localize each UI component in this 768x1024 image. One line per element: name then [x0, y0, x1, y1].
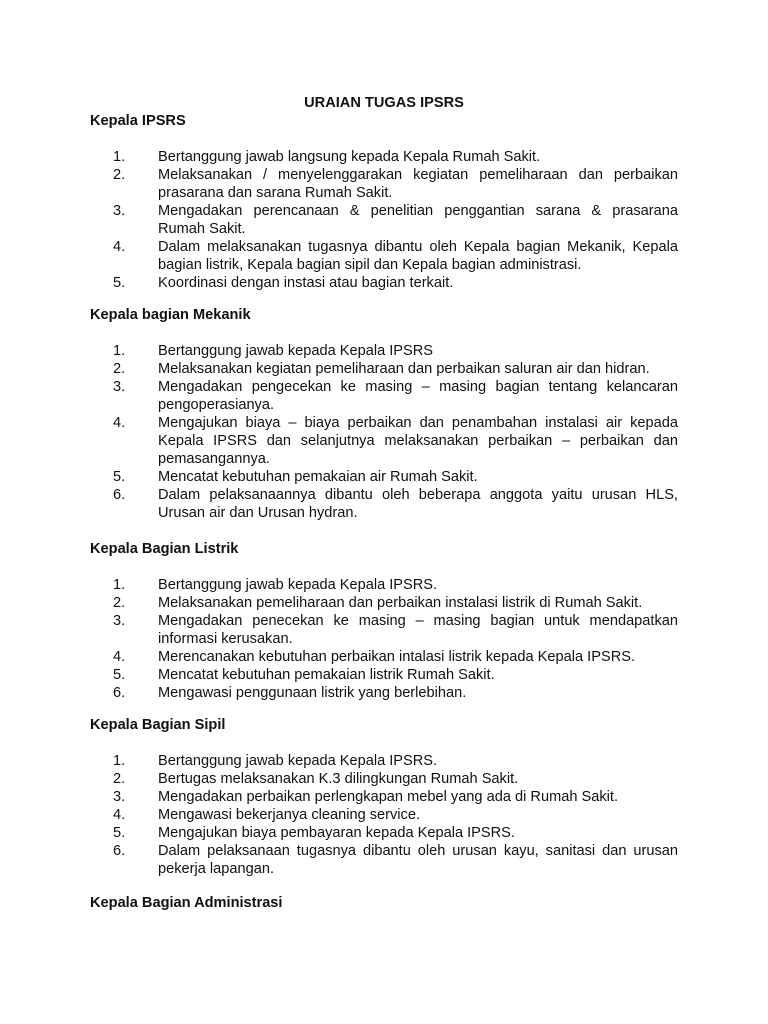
- item-text: Dalam pelaksanaan tugasnya dibantu oleh urusan kayu, sanitasi dan urusan pekerja lapangan.: [158, 843, 678, 877]
- item-text: Mencatat kebutuhan pemakaian air Rumah Sakit.: [158, 469, 478, 485]
- list-item: [90, 806, 678, 824]
- item-number: 3.: [113, 379, 126, 395]
- task-list: [90, 752, 678, 878]
- item-text: Bertanggung jawab kepada Kepala IPSRS.: [158, 753, 438, 769]
- section-heading: Kepala Bagian Sipil: [90, 717, 226, 733]
- item-number: 6.: [113, 685, 126, 701]
- section-kepala-bagian-administrasi: [90, 894, 678, 912]
- section-heading: Kepala Bagian Administrasi: [90, 895, 283, 911]
- item-number: 6.: [113, 487, 126, 503]
- item-text: Bertanggung jawab kepada Kepala IPSRS.: [158, 577, 438, 593]
- list-item: [90, 468, 678, 486]
- item-number: 2.: [113, 595, 126, 611]
- item-text: Melaksanakan / menyelenggarakan kegiatan pemeliharaan dan perbaikan prasarana dan sarana Rumah Sakit.: [158, 167, 678, 201]
- item-number: 5.: [113, 825, 126, 841]
- item-number: 4.: [113, 415, 126, 431]
- list-item: [90, 486, 678, 522]
- item-number: 2.: [113, 167, 126, 183]
- item-text: Melaksanakan pemeliharaan dan perbaikan instalasi listrik di Rumah Sakit.: [158, 595, 643, 611]
- section-heading: Kepala Bagian Listrik: [90, 541, 239, 557]
- item-number: 2.: [113, 361, 126, 377]
- list-item: [90, 594, 678, 612]
- section-kepala-bagian-mekanik: [90, 306, 678, 522]
- item-number: 4.: [113, 239, 126, 255]
- list-item: [90, 378, 678, 414]
- item-text: Mengawasi bekerjanya cleaning service.: [158, 807, 421, 823]
- item-text: Mengadakan penecekan ke masing – masing bagian untuk mendapatkan informasi kerusakan.: [158, 613, 678, 647]
- list-item: [90, 684, 678, 702]
- item-text: Melaksanakan kegiatan pemeliharaan dan perbaikan saluran air dan hidran.: [158, 361, 650, 377]
- task-list: [90, 342, 678, 522]
- item-number: 5.: [113, 667, 126, 683]
- item-text: Mengadakan perbaikan perlengkapan mebel yang ada di Rumah Sakit.: [158, 789, 619, 805]
- item-text: Dalam melaksanakan tugasnya dibantu oleh Kepala bagian Mekanik, Kepala bagian listrik, Kepala bagian sipil dan Kepala bagian administrasi.: [158, 239, 678, 273]
- item-text: Bertanggung jawab langsung kepada Kepala Rumah Sakit.: [158, 149, 541, 165]
- list-item: [90, 824, 678, 842]
- list-item: [90, 166, 678, 202]
- item-number: 1.: [113, 149, 126, 165]
- item-number: 5.: [113, 469, 126, 485]
- list-item: [90, 788, 678, 806]
- section-kepala-bagian-sipil: [90, 716, 678, 878]
- item-text: Mengajukan biaya – biaya perbaikan dan penambahan instalasi air kepada Kepala IPSRS dan selanjutnya melaksanakan perbaikan – perbaikan dan pemasangannya.: [158, 415, 678, 467]
- item-number: 6.: [113, 843, 126, 859]
- item-text: Mengadakan pengecekan ke masing – masing bagian tentang kelancaran pengoperasianya.: [158, 379, 678, 413]
- list-item: [90, 414, 678, 468]
- list-item: [90, 612, 678, 648]
- item-number: 1.: [113, 577, 126, 593]
- task-list: [90, 148, 678, 292]
- list-item: [90, 342, 678, 360]
- list-item: [90, 648, 678, 666]
- list-item: [90, 752, 678, 770]
- list-item: [90, 238, 678, 274]
- section-kepala-bagian-listrik: [90, 540, 678, 702]
- item-text: Bertanggung jawab kepada Kepala IPSRS: [158, 343, 434, 359]
- item-number: 1.: [113, 343, 126, 359]
- item-text: Mengawasi penggunaan listrik yang berlebihan.: [158, 685, 467, 701]
- list-item: [90, 202, 678, 238]
- list-item: [90, 360, 678, 378]
- list-item: [90, 148, 678, 166]
- item-text: Bertugas melaksanakan K.3 dilingkungan Rumah Sakit.: [158, 771, 519, 787]
- item-number: 1.: [113, 753, 126, 769]
- section-heading: Kepala IPSRS: [90, 113, 186, 129]
- item-number: 3.: [113, 203, 126, 219]
- item-number: 4.: [113, 807, 126, 823]
- section-kepala-ipsrs: [90, 112, 678, 292]
- item-number: 2.: [113, 771, 126, 787]
- item-text: Merencanakan kebutuhan perbaikan intalasi listrik kepada Kepala IPSRS.: [158, 649, 636, 665]
- list-item: [90, 666, 678, 684]
- list-item: [90, 576, 678, 594]
- list-item: [90, 770, 678, 788]
- item-text: Mengajukan biaya pembayaran kepada Kepala IPSRS.: [158, 825, 515, 841]
- item-text: Dalam pelaksanaannya dibantu oleh beberapa anggota yaitu urusan HLS, Urusan air dan Urusan hydran.: [158, 487, 678, 521]
- item-text: Mencatat kebutuhan pemakaian listrik Rumah Sakit.: [158, 667, 495, 683]
- item-text: Mengadakan perencanaan & penelitian penggantian sarana & prasarana Rumah Sakit.: [158, 203, 678, 237]
- item-number: 3.: [113, 789, 126, 805]
- document-title: URAIAN TUGAS IPSRS: [304, 95, 464, 111]
- list-item: [90, 842, 678, 878]
- section-heading: Kepala bagian Mekanik: [90, 307, 251, 323]
- list-item: [90, 274, 678, 292]
- item-number: 3.: [113, 613, 126, 629]
- item-number: 4.: [113, 649, 126, 665]
- task-list: [90, 576, 678, 702]
- item-text: Koordinasi dengan instasi atau bagian terkait.: [158, 275, 454, 291]
- item-number: 5.: [113, 275, 126, 291]
